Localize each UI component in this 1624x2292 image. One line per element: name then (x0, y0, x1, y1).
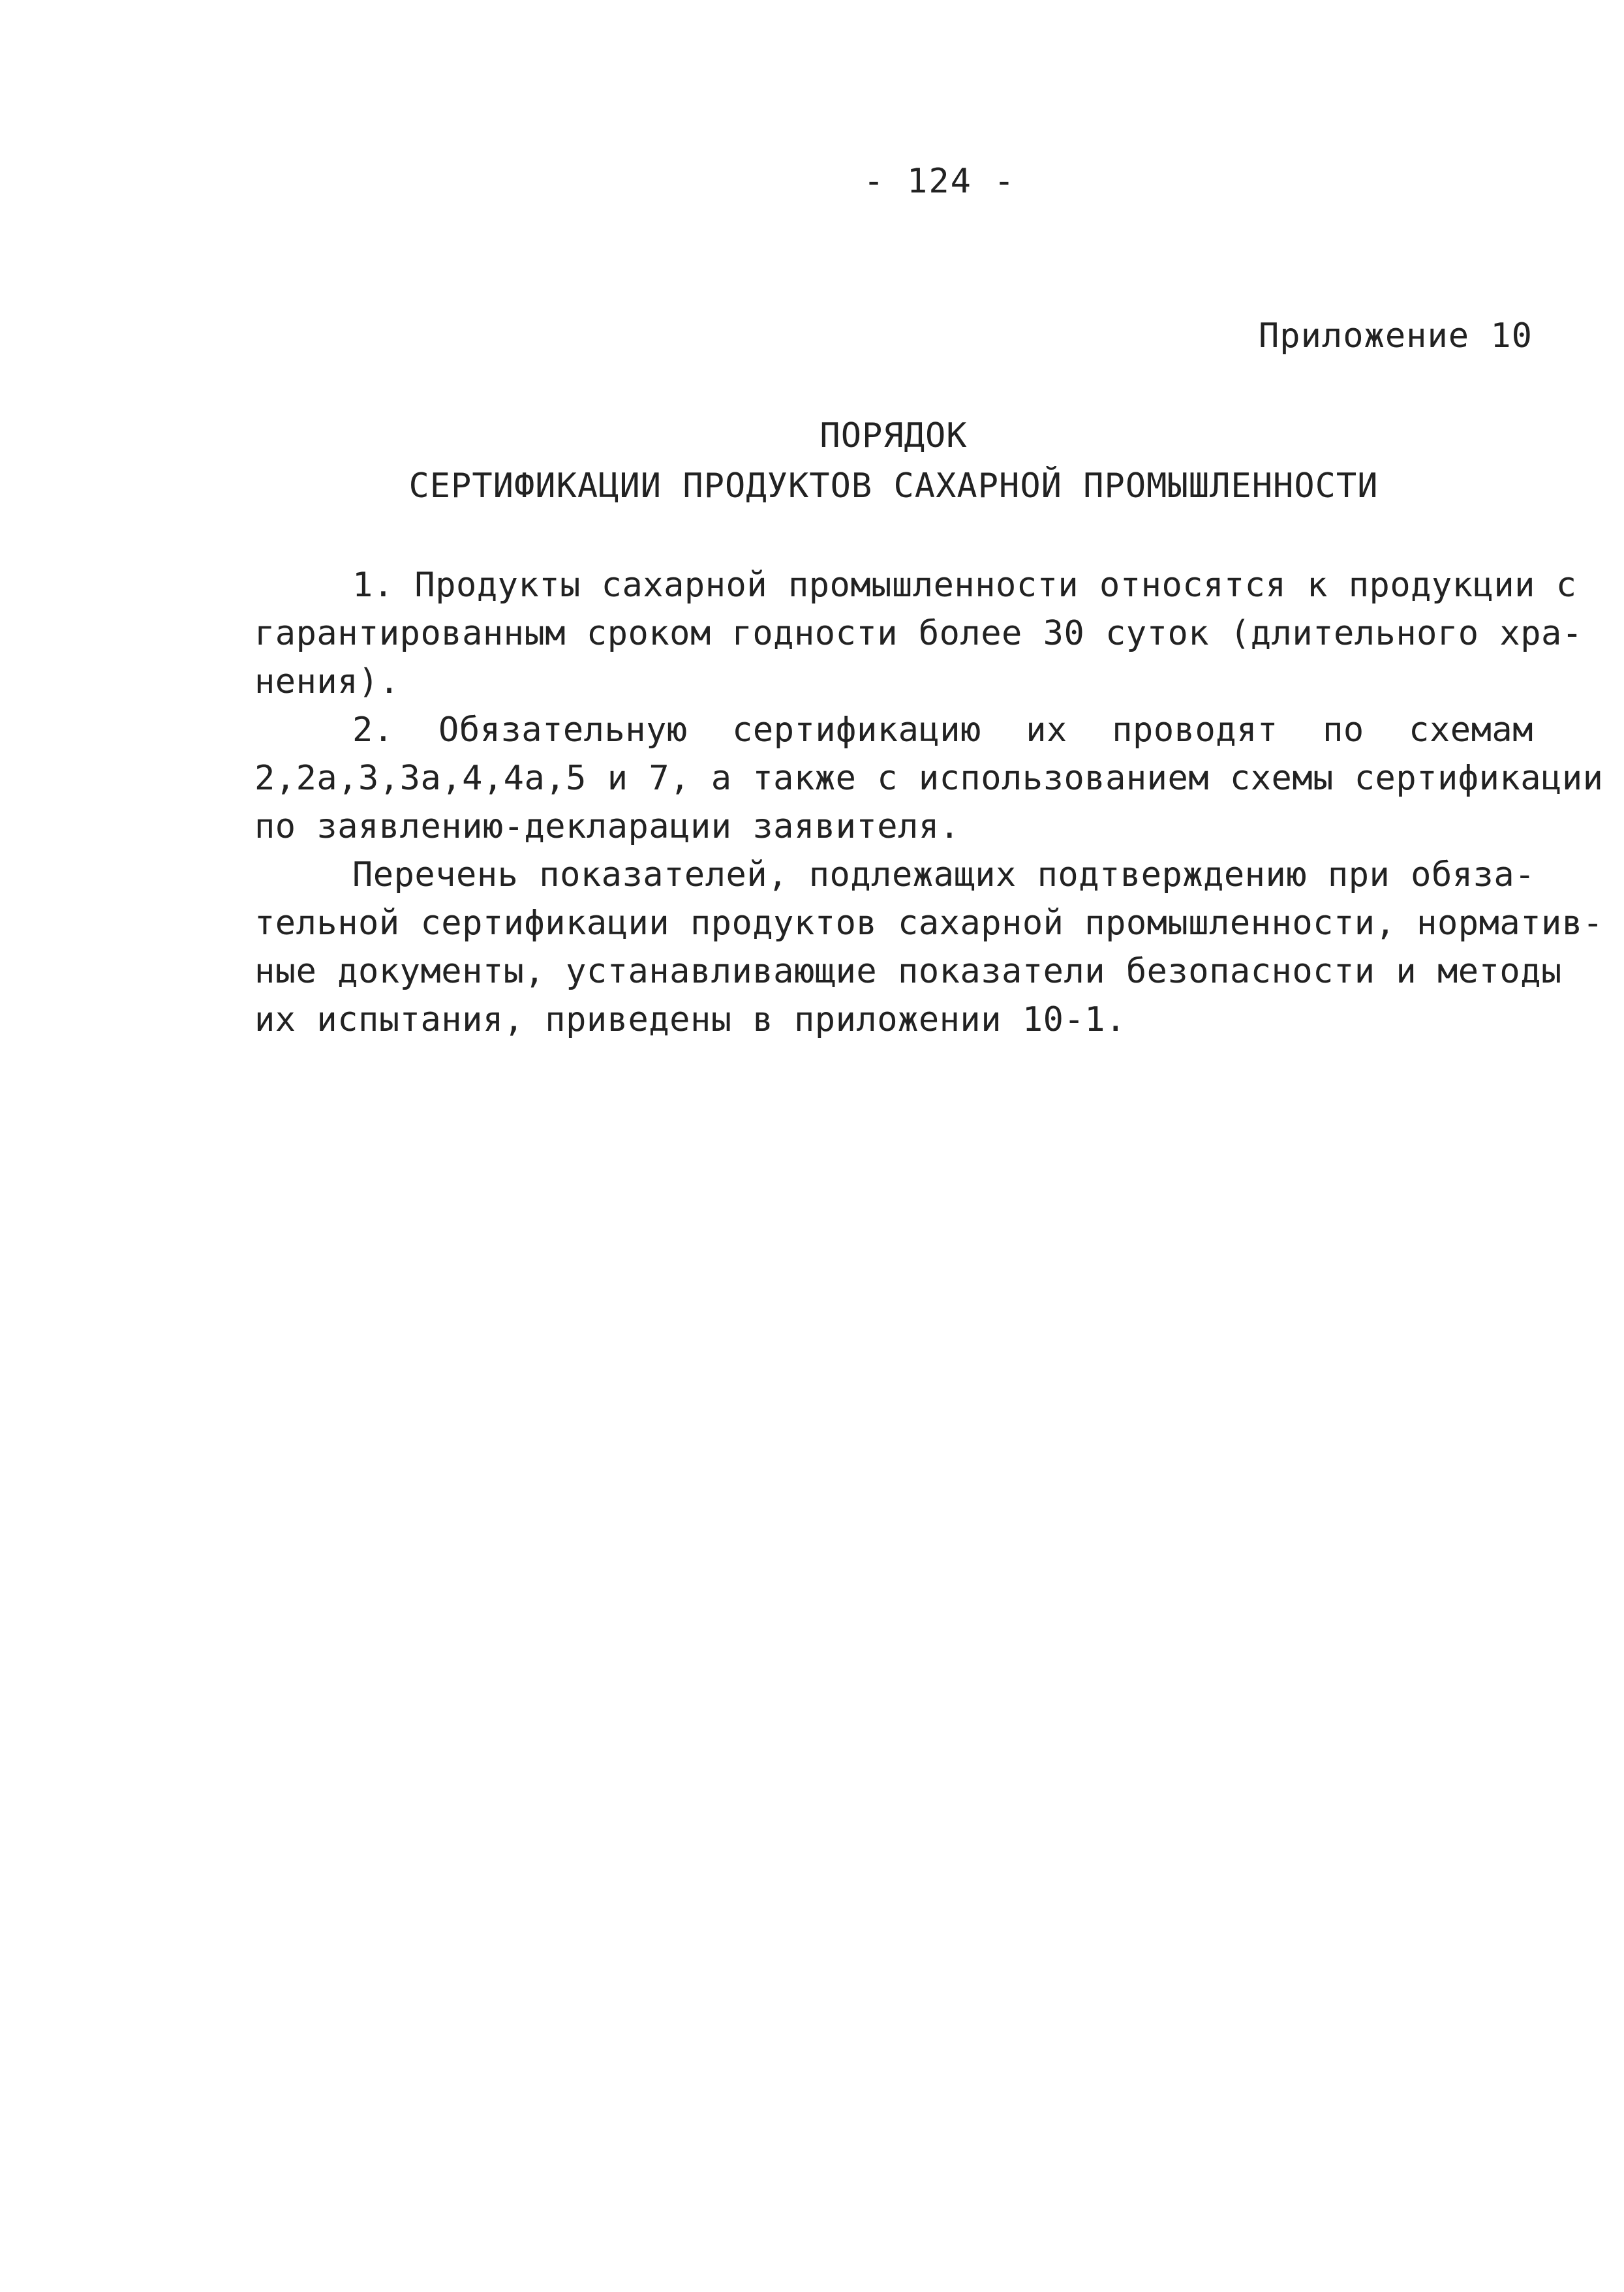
page-number: - 124 - (863, 162, 1016, 201)
document-title: ПОРЯДОК (820, 416, 968, 455)
paragraph-2 (254, 706, 1604, 851)
paragraph-line: 1. Продукты сахарной промышленности относятся к продукции с (352, 566, 1577, 605)
paragraph-line: тельной сертификации продуктов сахарной промышленности, норматив- (254, 904, 1604, 943)
paragraph-line: их испытания, приведены в приложении 10-1. (254, 1000, 1126, 1039)
paragraph-3 (254, 851, 1604, 1044)
paragraph-line: ные документы, устанавливающие показатели безопасности и методы (254, 952, 1562, 991)
paragraph-line: 2,2а,3,3а,4,4а,5 и 7, а также с использованием схемы сертификации (254, 759, 1604, 798)
paragraph-line: гарантированным сроком годности более 30 суток (длительного хра- (254, 614, 1583, 653)
document-body (254, 561, 1604, 1044)
paragraph-line: по заявлению-декларации заявителя. (254, 807, 960, 846)
document-subtitle: СЕРТИФИКАЦИИ ПРОДУКТОВ САХАРНОЙ ПРОМЫШЛЕННОСТИ (408, 466, 1379, 506)
paragraph-line: 2. Обязательную сертификацию их проводят по схемам (352, 711, 1533, 750)
appendix-label: Приложение 10 (1259, 316, 1533, 356)
paragraph-1 (254, 561, 1583, 706)
paragraph-line: нения). (254, 662, 400, 701)
paragraph-line: Перечень показателей, подлежащих подтверждению при обяза- (352, 855, 1535, 894)
